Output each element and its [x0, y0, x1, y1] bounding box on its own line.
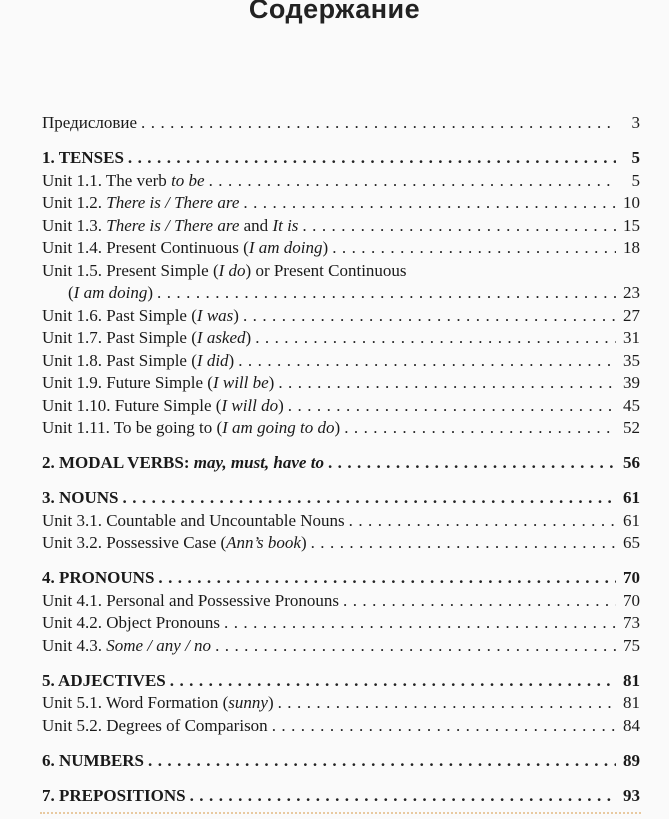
leader-dots	[215, 635, 616, 658]
toc-page-number: 70	[623, 568, 640, 587]
toc-entry-unit-3-2[interactable]	[42, 532, 640, 555]
toc-page-number: 45	[623, 395, 640, 415]
toc-entry-label: Unit 1.2.	[42, 193, 107, 212]
toc-entry-italic: There is / There are	[106, 215, 240, 235]
toc-entry-label: Unit 1.9. Future Simple (	[42, 373, 213, 392]
toc-entry-label-cont: and	[239, 215, 273, 235]
toc-entry-unit-4-1[interactable]	[42, 590, 640, 613]
toc-entry-label: Unit 3.1. Countable and Uncountable Nouns	[42, 510, 345, 530]
toc-entry-preface[interactable]	[42, 112, 640, 135]
toc-page-number: 81	[623, 693, 640, 712]
toc-entry-label-cont: ) or Present Continuous	[245, 260, 407, 280]
toc-entry-label: 3. NOUNS	[42, 488, 119, 507]
leader-dots	[343, 590, 616, 613]
toc-entry-label: Unit 4.2. Object Pronouns	[42, 613, 221, 632]
leader-dots	[243, 192, 616, 215]
toc-page-number: 27	[623, 305, 640, 325]
toc-entry-label: 6. NUMBERS	[42, 750, 145, 770]
toc-page-number: 81	[623, 670, 640, 690]
toc-entry-label: Unit 1.7. Past Simple (	[42, 328, 197, 347]
toc-section-adjectives[interactable]	[42, 670, 640, 693]
leader-dots	[128, 147, 616, 170]
toc-entry-italic: I am doing	[73, 283, 148, 302]
toc-entry-italic: I will be	[212, 373, 269, 392]
toc-entry-label: 5. ADJECTIVES	[42, 670, 166, 690]
toc-entry-italic: may, must, have to	[193, 453, 324, 472]
leader-dots	[255, 327, 616, 350]
leader-dots	[302, 215, 616, 238]
toc-page-number: 61	[623, 510, 640, 530]
toc-entry-italic: I do	[218, 260, 246, 280]
toc-section-pronouns[interactable]	[42, 567, 640, 590]
toc-entry-label: Unit 1.4. Present Continuous (	[42, 238, 249, 257]
toc-entry-label-cont: )	[278, 395, 284, 415]
decorative-border	[40, 812, 641, 818]
toc-page-number: 15	[623, 215, 640, 235]
toc-page-number: 73	[623, 613, 640, 632]
toc-page-number: 5	[631, 170, 640, 190]
toc-section-nouns[interactable]	[42, 487, 640, 510]
leader-dots	[170, 670, 616, 693]
leader-dots	[278, 692, 616, 715]
toc-entry-unit-1-5-cont[interactable]	[42, 282, 640, 305]
toc-entry-label-cont: )	[322, 238, 329, 257]
toc-entry-italic: I am going to do	[222, 418, 335, 437]
toc-entry-unit-1-1[interactable]	[42, 170, 640, 193]
leader-dots	[148, 750, 616, 773]
toc-entry-unit-1-9[interactable]	[42, 372, 640, 395]
toc-page-number: 39	[623, 373, 640, 392]
toc-entry-label: Unit 1.8. Past Simple (	[42, 350, 197, 370]
leader-dots	[157, 282, 616, 305]
toc-page-number: 75	[623, 635, 640, 655]
toc-entry-unit-1-4[interactable]	[42, 237, 640, 260]
toc-entry-label: Unit 1.5. Present Simple (	[42, 260, 219, 280]
toc-entry-label: Unit 5.1. Word Formation (	[42, 693, 229, 712]
toc-section-tenses[interactable]	[42, 147, 640, 170]
leader-dots	[272, 715, 616, 738]
toc-entry-label: 1. TENSES	[42, 148, 124, 167]
toc-entry-unit-3-1[interactable]	[42, 510, 640, 533]
toc-entry-label: Unit 4.3.	[42, 635, 107, 655]
toc-entry-unit-5-1[interactable]	[42, 692, 640, 715]
toc-entry-unit-1-10[interactable]	[42, 395, 640, 418]
toc-entry-unit-4-2[interactable]	[42, 612, 640, 635]
toc-entry-italic: There is / There are	[106, 193, 240, 212]
toc-entry-italic: I did	[196, 350, 229, 370]
toc-entry-italic: to be	[171, 170, 205, 190]
toc-entry-label-cont: )	[147, 283, 154, 302]
toc-entry-italic: I asked	[196, 328, 246, 347]
toc-page-number: 5	[631, 148, 640, 167]
toc-entry-unit-1-8[interactable]	[42, 350, 640, 373]
toc-entry-label-cont: )	[334, 418, 341, 437]
leader-dots	[190, 785, 616, 808]
toc-entry-label-cont: )	[267, 693, 274, 712]
toc-section-modal-verbs[interactable]	[42, 452, 640, 475]
table-of-contents	[42, 112, 640, 807]
toc-entry-italic: It is	[272, 215, 299, 235]
toc-entry-label-cont: )	[228, 350, 235, 370]
toc-entry-label: 7. PREPOSITIONS	[42, 785, 186, 805]
toc-page-number: 3	[631, 113, 640, 132]
leader-dots	[278, 372, 616, 395]
toc-page-number: 35	[623, 350, 640, 370]
toc-page-number: 89	[623, 750, 640, 770]
toc-entry-unit-4-3[interactable]	[42, 635, 640, 658]
toc-entry-label-cont: )	[300, 533, 307, 552]
leader-dots	[344, 417, 616, 440]
leader-dots	[224, 612, 616, 635]
toc-entry-italic: I will do	[221, 395, 279, 415]
toc-page-number: 84	[623, 715, 640, 735]
toc-entry-label: Unit 5.2. Degrees of Comparison	[42, 715, 268, 735]
leader-dots	[288, 395, 616, 418]
toc-page-number: 56	[623, 453, 640, 472]
toc-page-number: 31	[623, 328, 640, 347]
toc-entry-unit-1-6[interactable]	[42, 305, 640, 328]
leader-dots	[158, 567, 616, 590]
toc-page-number: 23	[623, 283, 640, 302]
leader-dots	[243, 305, 616, 328]
toc-entry-label: Unit 1.11. To be going to (	[42, 418, 223, 437]
toc-page-number: 70	[623, 590, 640, 610]
toc-section-numbers[interactable]	[42, 750, 640, 773]
toc-entry-label: 2. MODAL VERBS:	[42, 453, 194, 472]
toc-page-number: 10	[623, 193, 640, 212]
toc-entry-label: Предисловие	[42, 113, 138, 132]
page-title: Содержание	[248, 0, 421, 24]
toc-entry-unit-1-7[interactable]	[42, 327, 640, 350]
toc-entry-label: Unit 1.6. Past Simple (	[42, 305, 197, 325]
toc-entry-italic: sunny	[228, 693, 268, 712]
leader-dots	[123, 487, 616, 510]
toc-section-prepositions[interactable]	[42, 785, 640, 808]
toc-entry-label: (	[68, 283, 74, 302]
leader-dots	[349, 510, 616, 533]
toc-entry-unit-5-2[interactable]	[42, 715, 640, 738]
leader-dots	[209, 170, 616, 193]
toc-entry-label-cont: )	[268, 373, 275, 392]
toc-entry-label: Unit 3.2. Possessive Case (	[42, 533, 227, 552]
leader-dots	[332, 237, 616, 260]
toc-entry-label: Unit 1.1. The verb	[42, 170, 172, 190]
toc-entry-unit-1-11[interactable]	[42, 417, 640, 440]
leader-dots	[328, 452, 616, 475]
leader-dots	[311, 532, 616, 555]
toc-entry-unit-1-2[interactable]	[42, 192, 640, 215]
toc-entry-italic: Ann’s book	[226, 533, 301, 552]
toc-entry-italic: Some / any / no	[106, 635, 212, 655]
toc-entry-label-cont: )	[245, 328, 252, 347]
toc-entry-label-cont: )	[233, 305, 239, 325]
toc-entry-italic: I am doing	[248, 238, 323, 257]
toc-page-number: 18	[623, 238, 640, 257]
toc-page-number: 52	[623, 418, 640, 437]
toc-page-number: 61	[623, 488, 640, 507]
toc-entry-unit-1-3[interactable]	[42, 215, 640, 238]
toc-entry-label: Unit 1.3.	[42, 215, 107, 235]
toc-page-number: 93	[623, 785, 640, 805]
toc-page-number: 65	[623, 533, 640, 552]
toc-entry-label: Unit 1.10. Future Simple (	[42, 395, 222, 415]
leader-dots	[141, 112, 616, 135]
toc-entry-italic: I was	[196, 305, 234, 325]
leader-dots	[238, 350, 616, 373]
toc-entry-label: Unit 4.1. Personal and Possessive Pronouns	[42, 590, 340, 610]
toc-entry-label: 4. PRONOUNS	[42, 568, 155, 587]
toc-entry-unit-1-5[interactable]	[42, 260, 640, 283]
